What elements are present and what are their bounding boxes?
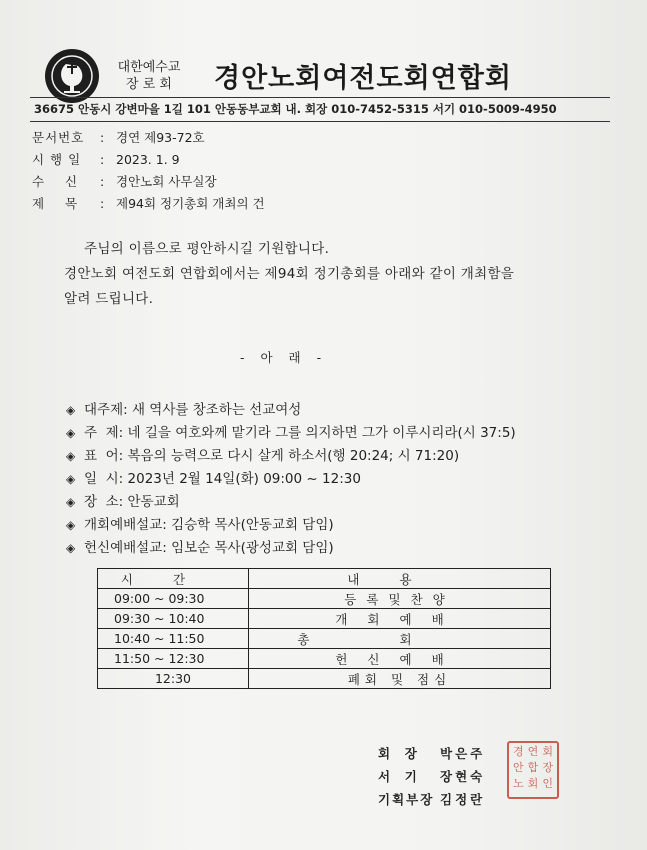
body-line-3: 알려 드립니다.	[64, 291, 154, 307]
table-row	[98, 669, 551, 689]
row-program: 등록및찬양	[249, 589, 551, 609]
item-value: 네 길을 여호와께 맡기라 그를 의지하면 그가 이루시리라(시 37:5)	[127, 425, 516, 441]
item-label: 헌신예배설교	[84, 540, 163, 556]
item-theme: ◈ 주 제: 네 길을 여호와께 맡기라 그를 의지하면 그가 이루시리라(시 37:5)	[66, 425, 516, 441]
diamond-bullet-icon: ◈	[66, 518, 76, 532]
diamond-bullet-icon: ◈	[66, 495, 76, 509]
header-time: 시간	[98, 569, 249, 589]
meta-key: 시 행 일	[32, 152, 82, 167]
diamond-bullet-icon: ◈	[66, 426, 76, 440]
item-value: 복음의 능력으로 다시 살게 하소서(행 20:24; 시 71:20)	[127, 448, 460, 464]
signature-role: 기획부장	[378, 792, 435, 807]
table-header-row	[98, 569, 551, 589]
table-row	[98, 589, 551, 609]
meta-date: 시 행 일 : 2023. 1. 9	[32, 152, 180, 167]
diamond-bullet-icon: ◈	[66, 403, 76, 417]
diamond-bullet-icon: ◈	[66, 472, 76, 486]
signature-name: 김정란	[440, 792, 486, 807]
item-main-theme: ◈ 대주제: 새 역사를 창조하는 선교여성	[66, 402, 302, 418]
item-motto: ◈ 표 어: 복음의 능력으로 다시 살게 하소서(행 20:24; 시 71:20)	[66, 448, 460, 464]
row-time: 09:30 ~ 10:40	[98, 609, 249, 629]
denomination-line-1: 대한예수교	[117, 60, 181, 75]
body-line-2: 경안노회 여전도회 연합회에서는 제94회 정기총회를 아래와 같이 개최함을	[64, 266, 515, 282]
item-value: 2023년 2월 14일(화) 09:00 ~ 12:30	[127, 471, 361, 487]
official-seal-stamp: 경 연 회 안 합 장 노 회 인	[507, 741, 559, 799]
item-label: 대주제	[84, 402, 124, 418]
item-label: 개회예배설교	[84, 517, 163, 533]
address-line: 36675 안동시 강변마을 1길 101 안동동부교회 내. 회장 010-7452-5315 서기 010-5009-4950	[34, 102, 557, 116]
row-program: 폐회 및 점심	[249, 669, 551, 689]
item-label: 장 소	[84, 494, 119, 510]
item-value: 새 역사를 창조하는 선교여성	[131, 402, 302, 418]
item-opening-sermon: ◈ 개회예배설교: 김승학 목사(안동교회 담임)	[66, 517, 334, 533]
signature-secretary	[378, 767, 485, 785]
item-datetime: ◈ 일 시: 2023년 2월 14일(화) 09:00 ~ 12:30	[66, 471, 361, 487]
table-row	[98, 629, 551, 649]
signature-planning-director	[378, 790, 485, 808]
row-time: 12:30	[98, 669, 249, 689]
item-value: 안동교회	[127, 494, 180, 510]
signature-role: 회 장	[378, 746, 419, 761]
signature-role: 서 기	[378, 769, 419, 784]
meta-value: 제94회 정기총회 개최의 건	[116, 196, 265, 211]
denomination-label	[110, 59, 188, 93]
meta-key: 제 목	[32, 196, 79, 211]
signature-name: 장현숙	[440, 769, 486, 784]
signature-president	[378, 744, 485, 762]
header-content: 내용	[249, 569, 551, 589]
meta-subject: 제 목 : 제94회 정기총회 개최의 건	[32, 196, 265, 211]
item-label: 표 어	[84, 448, 119, 464]
table-row	[98, 649, 551, 669]
address-divider	[30, 121, 610, 122]
item-venue: ◈ 장 소: 안동교회	[66, 494, 180, 510]
item-label: 일 시	[84, 471, 119, 487]
meta-recipient: 수 신 : 경안노회 사무실장	[32, 174, 217, 189]
row-program: 개회예배	[249, 609, 551, 629]
item-label: 주 제	[84, 425, 119, 441]
item-value: 임보순 목사(광성교회 담임)	[171, 540, 334, 556]
signature-name: 박은주	[440, 746, 486, 761]
meta-doc-number: 문서번호 : 경연 제93-72호	[32, 130, 205, 145]
diamond-bullet-icon: ◈	[66, 541, 76, 555]
row-program: 헌신예배	[249, 649, 551, 669]
section-heading: - 아 래 -	[240, 350, 328, 365]
greeting-line: 주님의 이름으로 평안하시길 기원합니다.	[84, 241, 330, 257]
header-divider	[30, 97, 610, 98]
meta-value: 경안노회 사무실장	[116, 174, 217, 189]
row-time: 09:00 ~ 09:30	[98, 589, 249, 609]
schedule-table	[97, 568, 551, 689]
item-value: 김승학 목사(안동교회 담임)	[171, 517, 334, 533]
meta-key: 수 신	[32, 174, 79, 189]
meta-value: 경연 제93-72호	[116, 130, 205, 145]
denomination-line-2: 장 로 회	[126, 77, 172, 92]
item-dedication-sermon: ◈ 헌신예배설교: 임보순 목사(광성교회 담임)	[66, 540, 334, 556]
organization-name: 경안노회여전도회연합회	[214, 63, 512, 94]
row-time: 10:40 ~ 11:50	[98, 629, 249, 649]
row-time: 11:50 ~ 12:30	[98, 649, 249, 669]
meta-value: 2023. 1. 9	[116, 152, 180, 167]
meta-key: 문서번호	[32, 130, 85, 145]
diamond-bullet-icon: ◈	[66, 449, 76, 463]
table-row	[98, 609, 551, 629]
church-logo-icon	[44, 48, 100, 104]
row-program: 총회	[249, 629, 551, 649]
